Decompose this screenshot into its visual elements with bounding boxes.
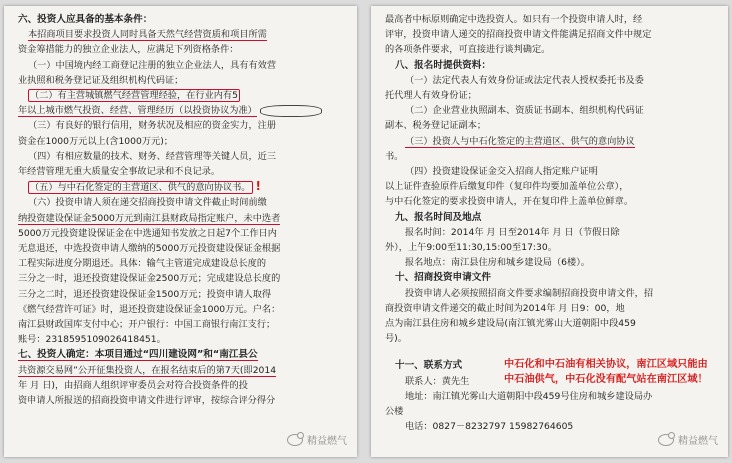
- red-annotation: [504, 357, 728, 387]
- section-eleven-heading: 十一、联系方式: [395, 360, 463, 372]
- text-line: [385, 134, 720, 149]
- text-line: 点为南江县住房和城乡建设局(南江镇光雾山大道朝阳中段459: [385, 318, 636, 330]
- text-line: （四）投资建设保证金交入招商人指定账户证明: [405, 166, 598, 178]
- section-nine-heading: 九、报名时间及地点: [395, 211, 482, 223]
- annotation-line: 中石化和中石油有相关协议，南江区域只能由: [504, 359, 708, 370]
- annotation-line: 中石油供气，中石化没有配气站在南江区域！: [504, 374, 708, 385]
- contact-person: 联系人：黄先生: [405, 375, 470, 387]
- text-line: 资金筹措能力的独立企业法人，应满足下列资格条件：: [18, 44, 239, 56]
- text-line: （四）有相应数量的技术、财务、经营管理等关键人员，近三: [28, 150, 277, 162]
- text-line: [18, 103, 349, 118]
- text-line: 资申请人所报送的招商投资申请文件进行评审，按综合评分得分: [18, 395, 276, 407]
- text-line: 5000万元投资建设保证金在中选通知书发放之日起7个工作日内: [18, 227, 277, 239]
- watermark: [658, 432, 718, 447]
- section-eight-heading: 八、报名时提供资料：: [395, 59, 491, 71]
- text-line: 最高者中标原则确定中选投资人。如只有一个投资申请人时，经: [385, 14, 643, 25]
- text-line: [18, 363, 349, 378]
- exclamation-mark: !: [255, 179, 261, 194]
- text-line: 无息退还，中选投资申请人缴纳的5000万元投资建设保证金根据: [18, 243, 281, 255]
- text-line: 《燃气经营许可证》时，退还投资建设保证金1000万元。户名：: [18, 303, 281, 315]
- wechat-icon: [287, 434, 303, 446]
- underlined-text: 年以上城市燃气投资、经营、管理经历（以投资协议为准）: [18, 105, 257, 117]
- text-line: 号)。: [385, 333, 407, 345]
- text-line: 投资申请人必须按照招商文件要求编制招商投资申请文件，招: [405, 287, 654, 299]
- text-line: 年 月 日)，由招商人组织评审委员会对符合投资条件的投: [18, 379, 248, 391]
- text-line: 的各项条件要求，可直接进行谈判确定。: [385, 44, 551, 56]
- text-line: （三）有良好的银行信用，财务状况及相应的资金实力，注册: [28, 120, 277, 132]
- text-line: [18, 88, 349, 103]
- right-document-page: [371, 6, 728, 457]
- text-line: 副本、税务登记证副本；: [385, 120, 487, 132]
- text-line: 南江县财政国库支付中心；开户银行：中国工商银行南江支行；: [18, 319, 276, 331]
- text-line: 账号：2318595109026418451。: [18, 334, 166, 346]
- address-line: 公楼: [385, 406, 404, 418]
- text-line: （一）中国境内经工商登记注册的独立企业法人，具有有效营: [28, 59, 277, 71]
- watermark-text: 精益燃气: [307, 436, 347, 447]
- text-line: 外），上午9:00至11:30,15:00至17:30。: [385, 242, 557, 254]
- wechat-icon: [658, 434, 674, 446]
- text-line: [18, 27, 349, 42]
- text-line: 以上证件查验原件后缴复印件（复印件均要加盖单位公章），: [385, 181, 629, 193]
- text-line: 年经营管理无重大质量安全事故记录和不良记录。: [18, 166, 221, 178]
- text-line: （六）投资申请人须在递交招商投资申请文件截止时间前缴: [28, 197, 267, 209]
- section-six-heading: 六、投资人应具备的基本条件：: [18, 14, 153, 25]
- text-line: 与中石化签定的要求投资申请人，开在复印件上盖单位鲜章。: [385, 196, 634, 208]
- underlined-text: 本招商项目要求投资人同时具备天然气经营资质和项目所需: [28, 29, 267, 41]
- boxed-text: （二）有主营城镇燃气经营管理经验，在行业内有5: [30, 90, 238, 102]
- underlined-text: 七、投资人确定：本项目通过“四川建设网”和“南江县公: [18, 349, 258, 361]
- text-line: 业执照和税务登记证及组织机构代码证；: [18, 74, 184, 86]
- watermark-text: 精益燃气: [678, 436, 718, 447]
- underlined-text: 共资源交易网”公开征集投资人，在报名结束后的第7天(即2014: [18, 364, 277, 376]
- boxed-text: （五）与中石化签定的主营道区、供气的意向协议书。: [30, 182, 251, 194]
- section-ten-heading: 十、招商投资申请文件: [395, 272, 491, 284]
- text-line: 三分之二时，退还投资建设保证金1500万元；投资申请人取得: [18, 288, 272, 300]
- section-seven-heading: [18, 347, 349, 362]
- scribble-mark: [260, 105, 322, 117]
- text-line: 商投资申请文件递交的截止时间为2014年 月 日9：00，地: [385, 302, 625, 314]
- text-line: [18, 179, 349, 195]
- address-line: 地址：南江镇光雾山大道朝阳中段459号住房和城乡建设局办: [405, 390, 653, 402]
- text-line: 报名时间：2014年 月 日至2014年 月 日（节假日除: [405, 226, 620, 238]
- text-line: 报名地点：南江县住房和城乡建设局（6楼）。: [405, 257, 590, 269]
- text-line: 评审，投资申请人递交的招商投资申请文件能满足招商文件中规定: [385, 29, 652, 41]
- underlined-text: （三）投资人与中石化签定的主营道区、供气的意向协议: [405, 135, 635, 147]
- underlined-text: 纳投资建设保证金5000万元到南江县财政局指定账户，未中选者: [18, 212, 281, 224]
- text-line: 托代理人有效身份证；: [385, 90, 477, 102]
- text-line: [18, 211, 349, 226]
- text-line: 书。: [385, 150, 404, 162]
- left-document-page: [4, 6, 357, 457]
- text-line: （一）法定代表人有效身份证或法定代表人授权委托书及委: [405, 74, 644, 86]
- watermark: [287, 432, 347, 447]
- text-line: 工程实际进度分期退还。具体：输气主管道完成建设总长度的: [18, 258, 267, 270]
- text-line: （二）企业营业执照副本、资质证书副本、组织机构代码证: [405, 105, 644, 117]
- phone-line: 电话：0827－8232797 15982764605: [405, 421, 574, 433]
- text-line: 三分之一时，退还投资建设保证金2500万元；完成建设总长度的: [18, 273, 281, 285]
- text-line: 资金在1000万元以上(含1000万元)；: [18, 135, 173, 147]
